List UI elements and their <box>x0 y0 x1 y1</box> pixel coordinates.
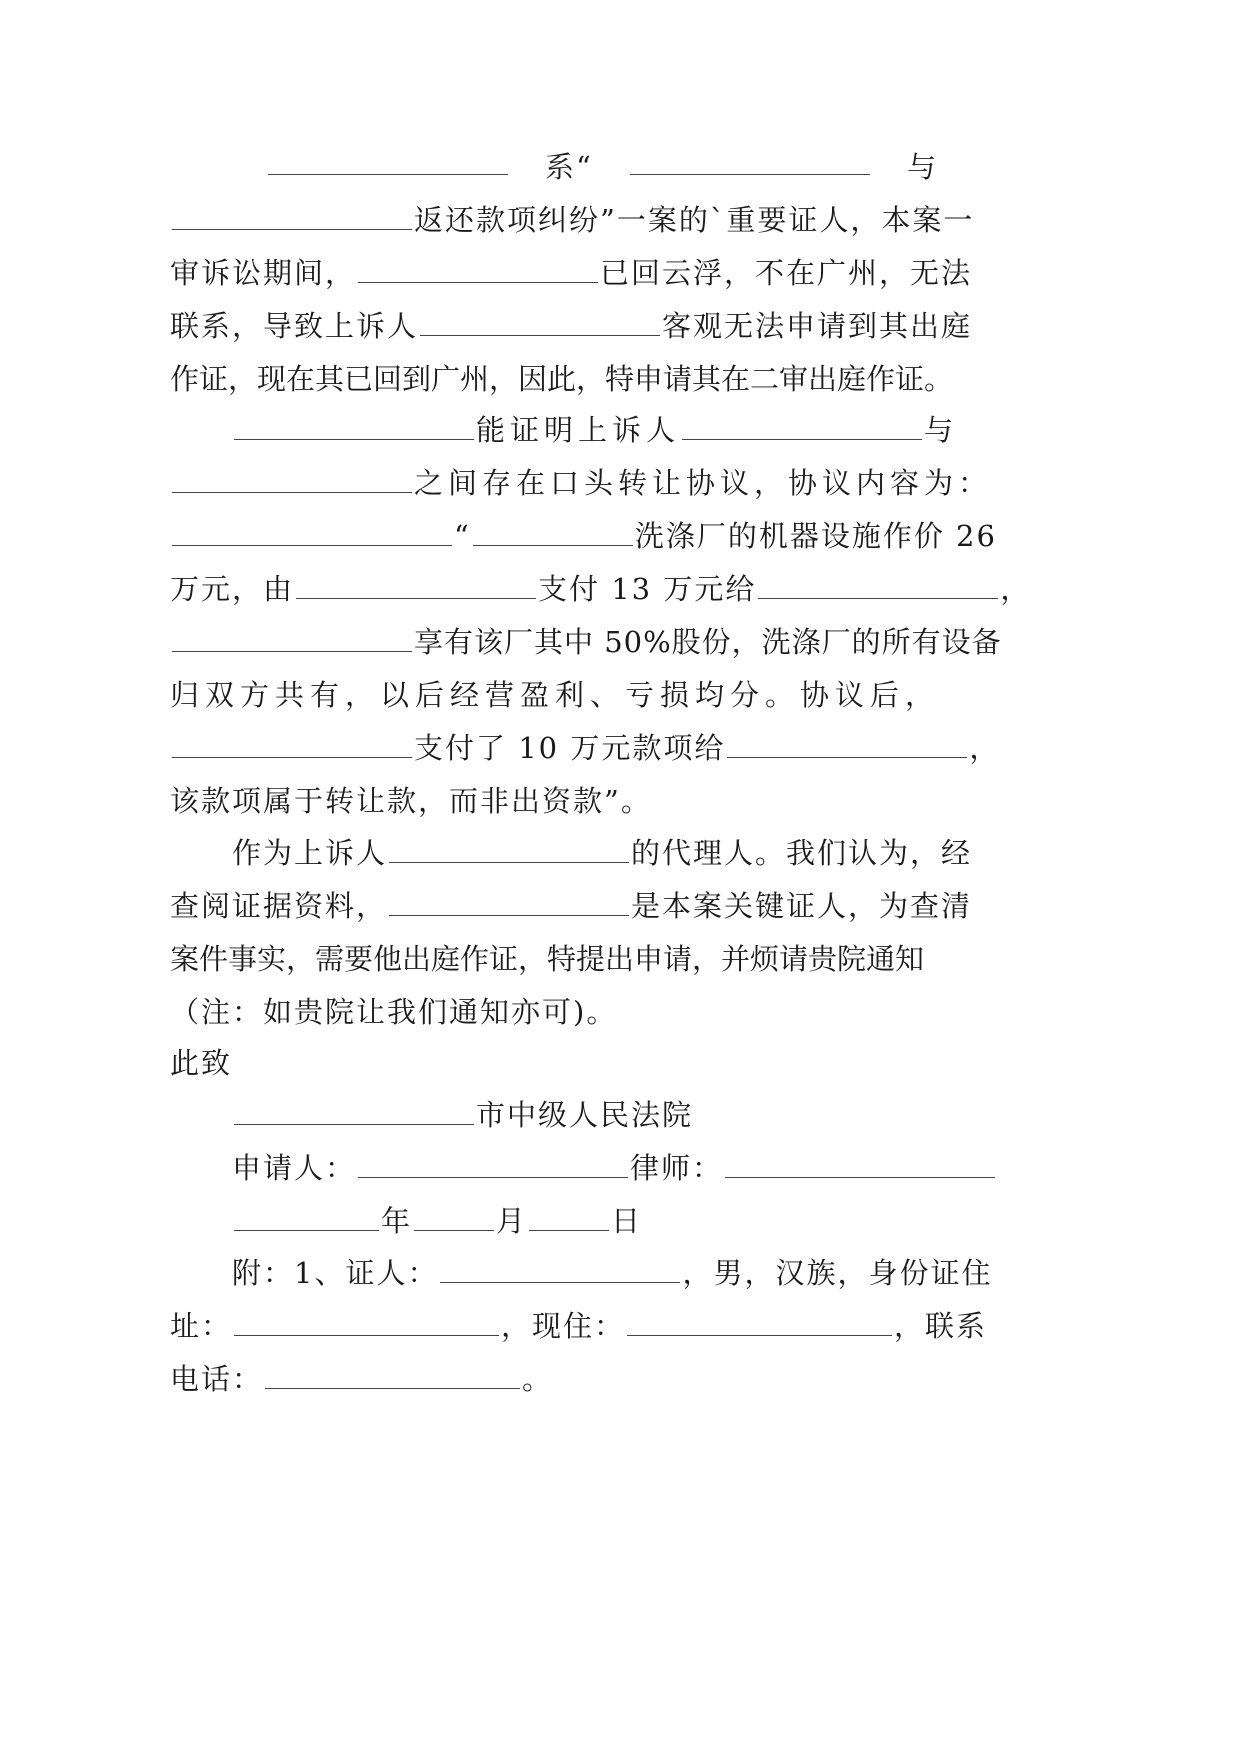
date-line <box>232 1196 642 1246</box>
cizhi-text: 此致 <box>170 1046 233 1080</box>
blank-field <box>265 1356 520 1389</box>
para3-text: 案件事实，需要他出庭作证，特提出申请，并烦请贵院通知 <box>170 942 925 976</box>
para2-text: ， <box>1000 572 1032 606</box>
attachment-line3 <box>170 1354 553 1404</box>
attachment-text: ，现住： <box>501 1309 626 1343</box>
attachment-text: 。 <box>522 1362 554 1396</box>
para1-text: 与 <box>906 150 938 184</box>
para2-text: 洗涤厂的机器设施作价 26 <box>634 519 997 553</box>
para2-line5 <box>170 617 1002 667</box>
blank-field <box>172 460 412 493</box>
attachment-text: ，男，汉族，身份证住 <box>682 1256 993 1290</box>
para2-text: 万元，由 <box>170 572 295 606</box>
blank-field <box>358 250 598 283</box>
attachment-line2 <box>170 1301 987 1351</box>
para2-text: 归双方共有，以后经营盈利、亏损均分。协议后， <box>170 678 941 712</box>
para1-text: 联系，导致上诉人 <box>170 309 419 343</box>
para2-text: ， <box>969 731 1001 765</box>
para2-text: 享有该厂其中 50%股份，洗涤厂的所有设备 <box>414 625 1002 659</box>
para1-text: 审诉讼期间， <box>170 256 357 290</box>
month-label: 月 <box>496 1204 528 1238</box>
para3-line3 <box>170 934 924 984</box>
day-label: 日 <box>611 1204 643 1238</box>
para1-line4 <box>170 301 972 351</box>
para1-line2 <box>170 195 974 245</box>
blank-field <box>389 830 629 863</box>
para2-line6 <box>170 670 940 720</box>
para1-text: 客观无法申请到其出庭 <box>662 309 973 343</box>
blank-field <box>358 1145 628 1178</box>
attachment-text: ，联系 <box>894 1309 988 1343</box>
para2-line8 <box>170 776 652 826</box>
blank-field <box>529 1198 609 1231</box>
para1-text: 作证，现在其已回到广州，因此，特申请其在二审出庭作证。 <box>170 362 954 396</box>
blank-field <box>234 1198 379 1231</box>
blank-field <box>268 142 508 175</box>
court-name-line <box>232 1090 693 1140</box>
para2-text: 该款项属于转让款，而非出资款”。 <box>170 784 652 818</box>
attachment-line1 <box>232 1248 992 1298</box>
para2-line7 <box>170 723 1000 773</box>
para1-line3 <box>170 248 972 298</box>
para2-text: 支付 13 万元给 <box>538 572 757 606</box>
para2-text: 能证明上诉人 <box>476 413 681 447</box>
attachment-text: 附：1、证人： <box>232 1256 439 1290</box>
para1-text: 已回云浮，不在广州，无法 <box>600 256 973 290</box>
para2-line2 <box>170 458 992 508</box>
para2-line3 <box>170 511 997 561</box>
blank-field <box>758 566 998 599</box>
para2-text: 之间存在口头转让协议，协议内容为： <box>414 466 993 500</box>
year-label: 年 <box>381 1204 413 1238</box>
para2-text: 支付了 10 万元款项给 <box>414 731 726 765</box>
para1-line1 <box>266 142 938 192</box>
para3-text: 作为上诉人 <box>232 836 388 870</box>
blank-field <box>725 1145 995 1178</box>
applicant-label: 申请人： <box>232 1151 357 1185</box>
para1-line5 <box>170 354 953 404</box>
para3-line2 <box>170 881 972 931</box>
blank-field <box>172 725 412 758</box>
para3-line4 <box>170 987 617 1037</box>
attachment-text: 址： <box>170 1309 233 1343</box>
blank-field <box>296 566 536 599</box>
blank-field <box>630 142 870 175</box>
blank-field <box>682 407 922 440</box>
para3-text: 的代理人。我们认为，经 <box>631 836 973 870</box>
cizhi <box>170 1038 232 1088</box>
para2-line1 <box>232 405 958 455</box>
blank-field <box>727 725 967 758</box>
blank-field <box>627 1303 892 1336</box>
para1-text: 系“ <box>545 150 593 184</box>
court-suffix: 市中级人民法院 <box>476 1098 694 1132</box>
blank-field <box>172 513 452 546</box>
blank-field <box>440 1250 680 1283</box>
blank-field <box>172 619 412 652</box>
lawyer-label: 律师： <box>630 1151 724 1185</box>
blank-field <box>234 1092 474 1125</box>
para3-line1 <box>232 828 972 878</box>
blank-field <box>414 1198 494 1231</box>
para3-text: 是本案关键证人，为查清 <box>631 889 973 923</box>
blank-field <box>172 197 412 230</box>
para2-line4 <box>170 564 1031 614</box>
blank-field <box>473 513 633 546</box>
blank-field <box>420 303 660 336</box>
para1-text: 返还款项纠纷”一案的`重要证人，本案一 <box>414 203 975 237</box>
attachment-text: 电话： <box>170 1362 264 1396</box>
blank-field <box>389 883 629 916</box>
signature-line <box>232 1143 997 1193</box>
blank-field <box>234 407 474 440</box>
para3-text: 查阅证据资料， <box>170 889 388 923</box>
blank-field <box>234 1303 499 1336</box>
para3-text: （注：如贵院让我们通知亦可)。 <box>170 995 618 1029</box>
para2-text: “ <box>454 519 471 553</box>
para2-text: 与 <box>924 413 959 447</box>
